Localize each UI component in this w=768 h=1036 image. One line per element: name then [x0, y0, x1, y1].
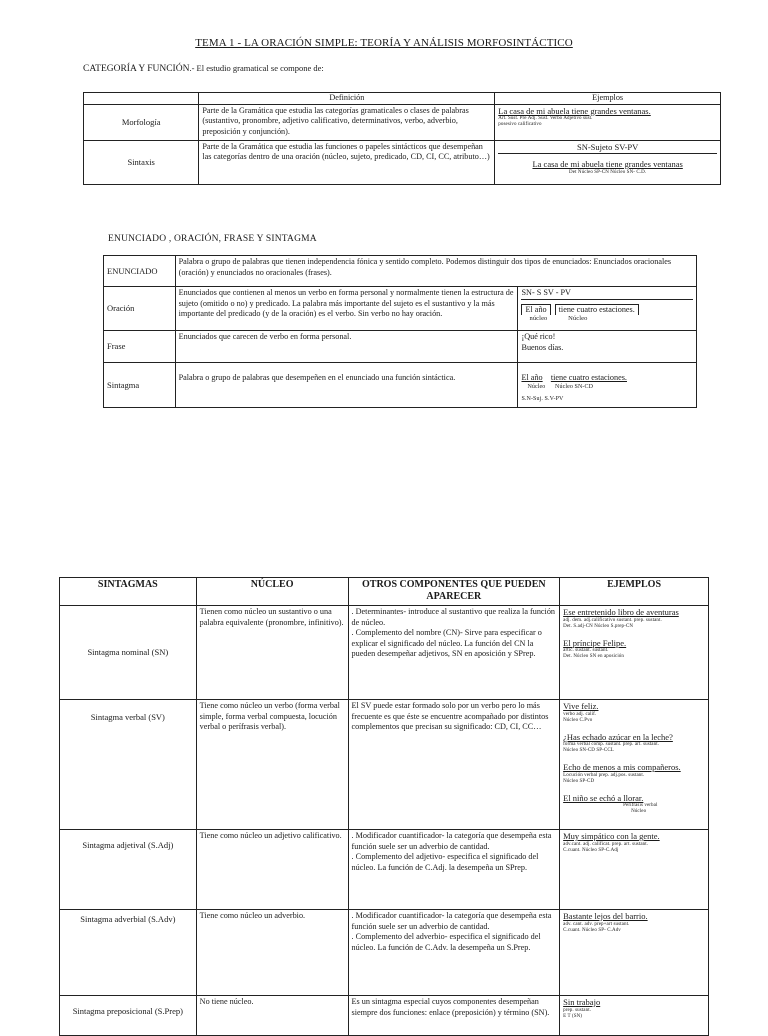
header-cell-empty: [84, 93, 199, 105]
row-label: Sintagma: [104, 363, 176, 408]
example-tags: forma verbal comp. sustant. prep. art. sustant.: [563, 742, 660, 747]
row-example: [495, 140, 721, 184]
example-sentence: Bastante lejos del barrio.: [563, 911, 648, 921]
category-function-table: [83, 92, 721, 185]
table-header-row: [84, 93, 721, 105]
table-row: [60, 606, 709, 700]
row-definition: Parte de la Gramática que estudia las categorías gramaticales o clases de palabras (sustantivo, pronombre, adjetivo calificativo, determinativos, verbo, adverbio, preposición y conjunción).: [199, 104, 495, 140]
example-block: [563, 831, 705, 854]
example-functions: Núcleo SN-CD SP-CCL: [563, 748, 614, 753]
row-definition: Enunciados que carecen de verbo en forma personal.: [175, 331, 518, 363]
example-line-1: ¡Qué rico!: [521, 332, 556, 341]
example-part-b: tiene cuatro estaciones.: [555, 304, 639, 316]
example-functions: C.cuant. Núcleo SP- C.Adv: [563, 927, 621, 933]
tag-b: Núcleo: [568, 315, 588, 322]
row-otros: . Modificador cuantificador- la categoría que desempeña esta función suele ser un adverbio de cantidad. . Complemento del adjetivo- especifica el significado del núcleo. La función de C.Adj. la desempeña un SPrep.: [348, 830, 560, 910]
example-sentence: Ese entretenido libro de aventuras: [563, 607, 679, 617]
example-sentence: Muy simpático con la gente.: [563, 831, 660, 841]
row-label: Oración: [104, 287, 176, 331]
row-otros: . Determinantes- introduce al sustantivo que realiza la función de núcleo. . Complemento del nombre (CN)- Sirve para especificar o explicar el significado del núcleo. La función del CN la pueden desempeñar adjetivos, SN en aposición y SPrep.: [348, 606, 560, 700]
example-block: [563, 997, 705, 1020]
header-ejemplos: EJEMPLOS: [560, 578, 709, 606]
table-row: [84, 104, 721, 140]
row-ejemplos: [560, 910, 709, 996]
example-functions: Det. S.adj-CN Núcleo S.prep-CN: [563, 623, 634, 629]
example-part-a: El año: [521, 373, 543, 382]
example-functions: C.cuant. Núcleo SP-C.Adj: [563, 847, 619, 853]
example-part-b: tiene cuatro estaciones.: [550, 373, 627, 382]
row-definition: [175, 363, 518, 408]
row-definition: Enunciados que contienen al menos un verbo en forma personal y normalmente tienen la estructura de sujeto (omitido o no) y predicado. La palabra más importante del sujeto es el sustantivo y la más importante del predicado (y de la oración) es el verbo. Sin verbo no hay oración.: [175, 287, 518, 331]
example-sentence: Sin trabajo: [563, 997, 601, 1007]
example-part-a: El año: [521, 304, 550, 316]
example-tags: prep. sustant.: [563, 1007, 592, 1013]
example-top: SN-Sujeto SV-PV: [498, 142, 717, 155]
example-tags: [521, 315, 693, 322]
table-row: [104, 287, 697, 331]
example-bottom: S.N-Suj. S.V-PV: [521, 395, 564, 402]
row-label: Sintagma adverbial (S.Adv): [60, 910, 197, 996]
row-example: [518, 363, 697, 408]
row-nucleo: No tiene núcleo.: [196, 996, 348, 1036]
row-label: Frase: [104, 331, 176, 363]
row-nucleo: Tiene como núcleo un verbo (forma verbal simple, forma verbal compuesta, locución verbal o perífrasis verbal).: [196, 700, 348, 830]
table-row: [60, 700, 709, 830]
row-nucleo: Tienen como núcleo un sustantivo o una palabra equivalente (pronombre, infinitivo).: [196, 606, 348, 700]
row-otros: El SV puede estar formado solo por un verbo pero lo más frecuente es que éste se encuentre acompañado por distintos complementos que precisan su significado: CD, CI, CC…: [348, 700, 560, 830]
section-heading: ENUNCIADO , ORACIÓN, FRASE Y SINTAGMA: [108, 234, 317, 244]
example-tags: [521, 384, 693, 391]
row-example: [518, 331, 697, 363]
row-label: Sintagma preposicional (S.Prep): [60, 996, 197, 1036]
example-block: [563, 911, 705, 934]
example-tags: adv. cant. adv. prep+art sustant.: [563, 921, 630, 927]
example-functions: Núcleo: [631, 809, 647, 814]
example-sentence: El príncipe Felipe.: [563, 637, 627, 648]
row-nucleo: Tiene como núcleo un adverbio.: [196, 910, 348, 996]
example-sentence: La casa de mi abuela tiene grandes ventanas: [532, 159, 683, 169]
tag-a: Núcleo: [527, 383, 546, 390]
example-top: SN- S SV - PV: [521, 288, 693, 300]
row-definition: Palabra o grupo de palabras que tienen independencia fónica y sentido completo. Podemos distinguir dos tipos de enunciados: Enunciados oracionales (oración) y enunciados no oracionales (frases).: [175, 256, 696, 287]
table-row: [104, 331, 697, 363]
row-ejemplos: [560, 996, 709, 1036]
row-label: Sintaxis: [84, 140, 199, 184]
example-functions: Núcleo SP-CD: [563, 778, 595, 784]
definition-text: Palabra o grupo de palabras que desempeñen en el enunciado una función sintáctica.: [178, 373, 456, 382]
enunciado-table: [103, 255, 697, 408]
example-sentence: El niño se echó a llorar.: [563, 792, 644, 803]
sintagmas-table: [59, 577, 709, 1036]
example-block: [563, 762, 705, 785]
row-ejemplos: [560, 830, 709, 910]
table-row: [60, 996, 709, 1036]
table-row: [60, 910, 709, 996]
example-sentence: ¿Has echado azúcar en la leche?: [563, 731, 673, 742]
example-tags: Art. Sust. Pre Adj. Sust. Verbo Adjetivo sust.: [498, 116, 593, 121]
example-block: [563, 607, 705, 630]
row-label: Sintagma adjetival (S.Adj): [60, 830, 197, 910]
row-label: Sintagma verbal (SV): [60, 700, 197, 830]
row-otros: Es un sintagma especial cuyos componentes desempeñan siempre dos funciones: enlace (preposición) y término (SN).: [348, 996, 560, 1036]
row-ejemplos: [560, 606, 709, 700]
table-row: [60, 830, 709, 910]
page-title: TEMA 1 - LA ORACIÓN SIMPLE: TEORÍA Y ANÁLISIS MORFOSINTÁCTICO: [195, 37, 573, 49]
header-sintagmas: SINTAGMAS: [60, 578, 197, 606]
example-line-2: Buenos días.: [521, 342, 564, 352]
example-block: [563, 793, 705, 816]
row-definition: Parte de la Gramática que estudia las funciones o papeles sintácticos que desempeñan las categorías dentro de una oración (núcleo, sujeto, predicado, CD, CI, CC, atributo…): [199, 140, 495, 184]
example-block: [563, 732, 705, 755]
table-row: [84, 140, 721, 184]
row-label: Sintagma nominal (SN): [60, 606, 197, 700]
example-tags: adv.cant. adj. calificat. prep. art. sustant.: [563, 841, 649, 847]
intro-text: .- El estudio gramatical se compone de:: [189, 63, 324, 73]
table-row: [104, 363, 697, 408]
table-header-row: [60, 578, 709, 606]
header-otros: OTROS COMPONENTES QUE PUEDEN APARECER: [348, 578, 560, 606]
example-tags: adj. dem. adj.calificativo sustant. prep. sustant.: [563, 617, 662, 623]
header-cell-definition: Definición: [199, 93, 495, 105]
example-functions: Núcleo C.Pvo: [563, 717, 593, 723]
example-block: [563, 638, 705, 661]
example-sentence: Vive feliz.: [563, 701, 599, 711]
tag-a: núcleo: [529, 315, 548, 322]
example-functions: Det. Núcleo SN en aposición: [563, 654, 625, 659]
row-example: [495, 104, 721, 140]
example-sentence: La casa de mi abuela tiene grandes ventanas.: [498, 105, 651, 116]
row-nucleo: Tiene como núcleo un adjetivo calificativo.: [196, 830, 348, 910]
row-ejemplos: [560, 700, 709, 830]
example-block: [563, 701, 705, 724]
row-otros: . Modificador cuantificador- la categoría que desempeña esta función suele ser un adverbio de cantidad. . Complemento del adverbio- especifica el significado del núcleo. La función de C.Adv. la desempeña un S.Prep.: [348, 910, 560, 996]
example-tags: Det Núcleo SP-CN Núcleo SN- C.D.: [569, 169, 647, 175]
example-sentence: Echo de menos a mis compañeros.: [563, 762, 681, 772]
intro-label: CATEGORÍA Y FUNCIÓN: [83, 64, 190, 74]
intro-line: [83, 63, 324, 74]
example-tags: verbo adj. calif.: [563, 711, 597, 717]
example-tags: Locución verbal prep. adj.pos. sustant.: [563, 772, 645, 778]
row-example: [518, 287, 697, 331]
tag-b: Núcleo SN-CD: [555, 383, 594, 390]
header-nucleo: NÚCLEO: [196, 578, 348, 606]
row-label: ENUNCIADO: [104, 256, 176, 287]
header-cell-examples: Ejemplos: [495, 93, 721, 105]
table-row: [104, 256, 697, 287]
example-tags: Perífrasis verbal: [623, 803, 658, 808]
example-tags: artic. sustant. sustant.: [563, 648, 609, 653]
example-functions: E T (SN): [563, 1013, 583, 1019]
row-label: Morfología: [84, 104, 199, 140]
example-tags-2: posesivo calificativo: [498, 122, 542, 127]
